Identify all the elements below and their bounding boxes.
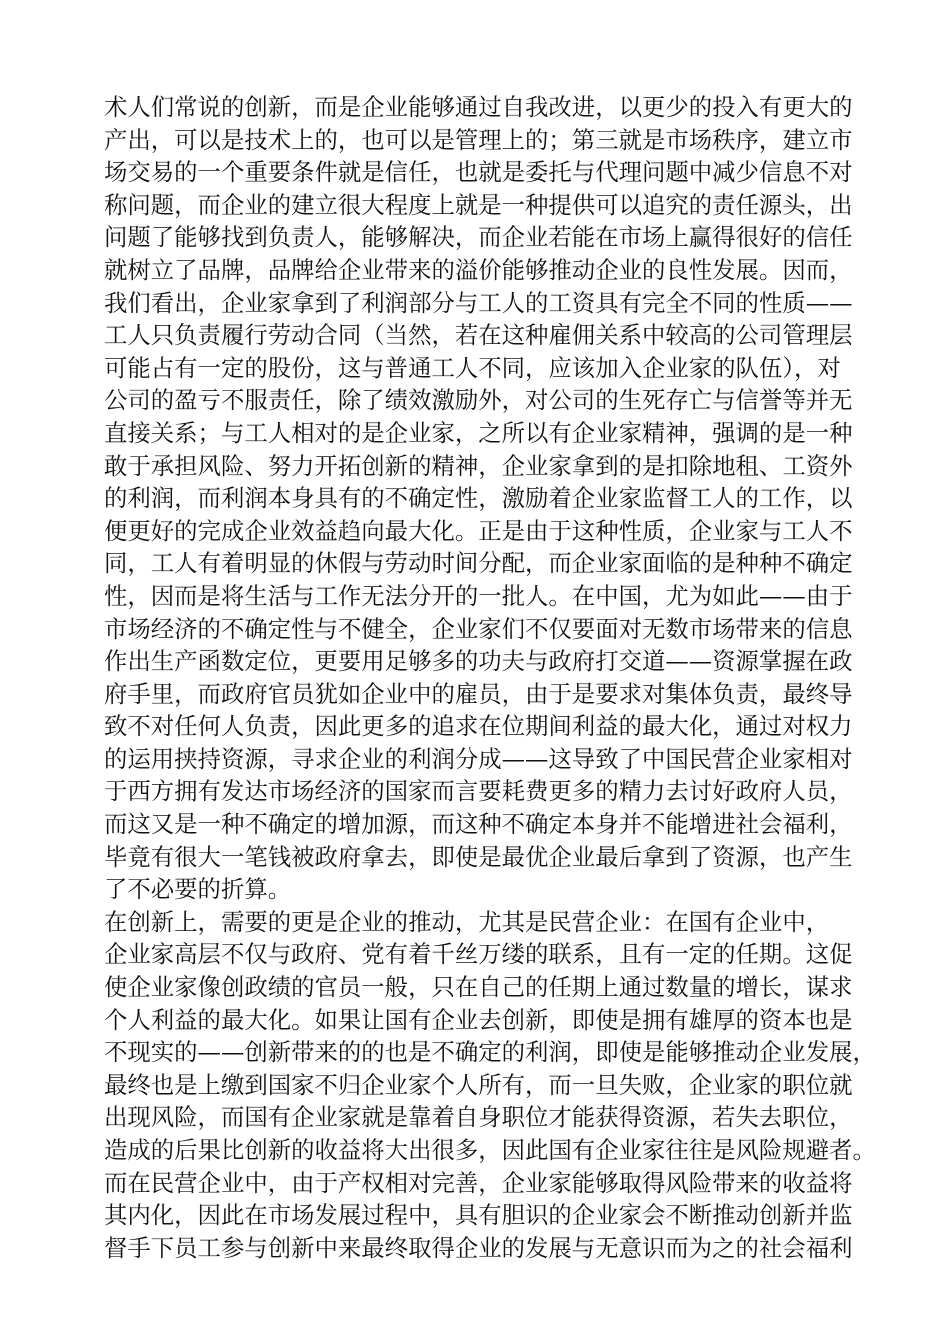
text-line: 场交易的一个重要条件就是信任，也就是委托与代理问题中减少信息不对 (104, 158, 853, 187)
text-line: 毕竟有很大一笔钱被政府拿去，即使是最优企业最后拿到了资源，也产生 (104, 842, 853, 871)
text-line: 督手下员工参与创新中来最终取得企业的发展与无意识而为之的社会福利 (104, 1233, 853, 1262)
body-text (104, 91, 876, 1264)
text-line: 了不必要的折算。 (104, 875, 292, 904)
text-line: 在创新上，需要的更是企业的推动，尤其是民营企业：在国有企业中， (104, 907, 830, 936)
text-line: 府手里，而政府官员犹如企业中的雇员，由于是要求对集体负责，最终导 (104, 679, 853, 708)
text-line: 敢于承担风险、努力开拓创新的精神，企业家拿到的是扣除地租、工资外 (104, 451, 853, 480)
text-line: 工人只负责履行劳动合同（当然，若在这种雇佣关系中较高的公司管理层 (104, 321, 853, 350)
text-line: 的利润，而利润本身具有的不确定性，激励着企业家监督工人的工作，以 (104, 484, 853, 513)
text-line: 就树立了品牌，品牌给企业带来的溢价能够推动企业的良性发展。因而， (104, 255, 853, 284)
text-line: 市场经济的不确定性与不健全，企业家们不仅要面对无数市场带来的信息 (104, 614, 853, 643)
text-line: 直接关系；与工人相对的是企业家，之所以有企业家精神，强调的是一种 (104, 418, 853, 447)
text-line: 产出，可以是技术上的，也可以是管理上的；第三就是市场秩序，建立市 (104, 125, 853, 154)
text-line: 公司的盈亏不服责任，除了绩效激励外，对公司的生死存亡与信誉等并无 (104, 386, 853, 415)
text-line: 同，工人有着明显的休假与劳动时间分配，而企业家面临的是种种不确定 (104, 549, 853, 578)
text-line: 便更好的完成企业效益趋向最大化。正是由于这种性质，企业家与工人不 (104, 516, 853, 545)
text-line: 术人们常说的创新，而是企业能够通过自我改进，以更少的投入有更大的 (104, 93, 853, 121)
text-line: 性，因而是将生活与工作无法分开的一批人。在中国，尤为如此——由于 (104, 581, 853, 610)
text-line: 其内化，因此在市场发展过程中，具有胆识的企业家会不断推动创新并监 (104, 1201, 853, 1230)
text-line: 不现实的——创新带来的的也是不确定的利润，即使是能够推动企业发展， (104, 1038, 876, 1067)
text-line: 使企业家像创政绩的官员一般，只在自己的任期上通过数量的增长，谋求 (104, 973, 853, 1002)
text-line: 造成的后果比创新的收益将大出很多，因此国有企业家往往是风险规避者。 (104, 1136, 876, 1164)
text-line: 的运用挟持资源，寻求企业的利润分成——这导致了中国民营企业家相对 (104, 744, 853, 773)
text-line: 致不对任何人负责，因此更多的追求在位期间利益的最大化，通过对权力 (104, 712, 853, 741)
text-line: 称问题，而企业的建立很大程度上就是一种提供可以追究的责任源头，出 (104, 190, 853, 219)
text-line: 可能占有一定的股份，这与普通工人不同，应该加入企业家的队伍），对 (104, 353, 841, 382)
text-line: 而在民营企业中，由于产权相对完善，企业家能够取得风险带来的收益将 (104, 1168, 853, 1197)
text-line: 我们看出，企业家拿到了利润部分与工人的工资具有完全不同的性质—— (104, 288, 853, 317)
text-line: 问题了能够找到负责人，能够解决，而企业若能在市场上赢得很好的信任 (104, 223, 853, 252)
text-line: 于西方拥有发达市场经济的国家而言要耗费更多的精力去讨好政府人员， (104, 777, 853, 806)
text-line: 个人利益的最大化。如果让国有企业去创新，即使是拥有雄厚的资本也是 (104, 1005, 853, 1034)
text-line: 作出生产函数定位，更要用足够多的功夫与政府打交道——资源掌握在政 (104, 647, 853, 676)
text-line: 出现风险，而国有企业家就是靠着自身职位才能获得资源，若失去职位， (104, 1103, 853, 1132)
text-line: 而这又是一种不确定的增加源，而这种不确定本身并不能增进社会福利， (104, 810, 853, 839)
text-line: 最终也是上缴到国家不归企业家个人所有，而一旦失败，企业家的职位就 (104, 1070, 853, 1099)
text-line: 企业家高层不仅与政府、党有着千丝万缕的联系，且有一定的任期。这促 (104, 940, 853, 969)
